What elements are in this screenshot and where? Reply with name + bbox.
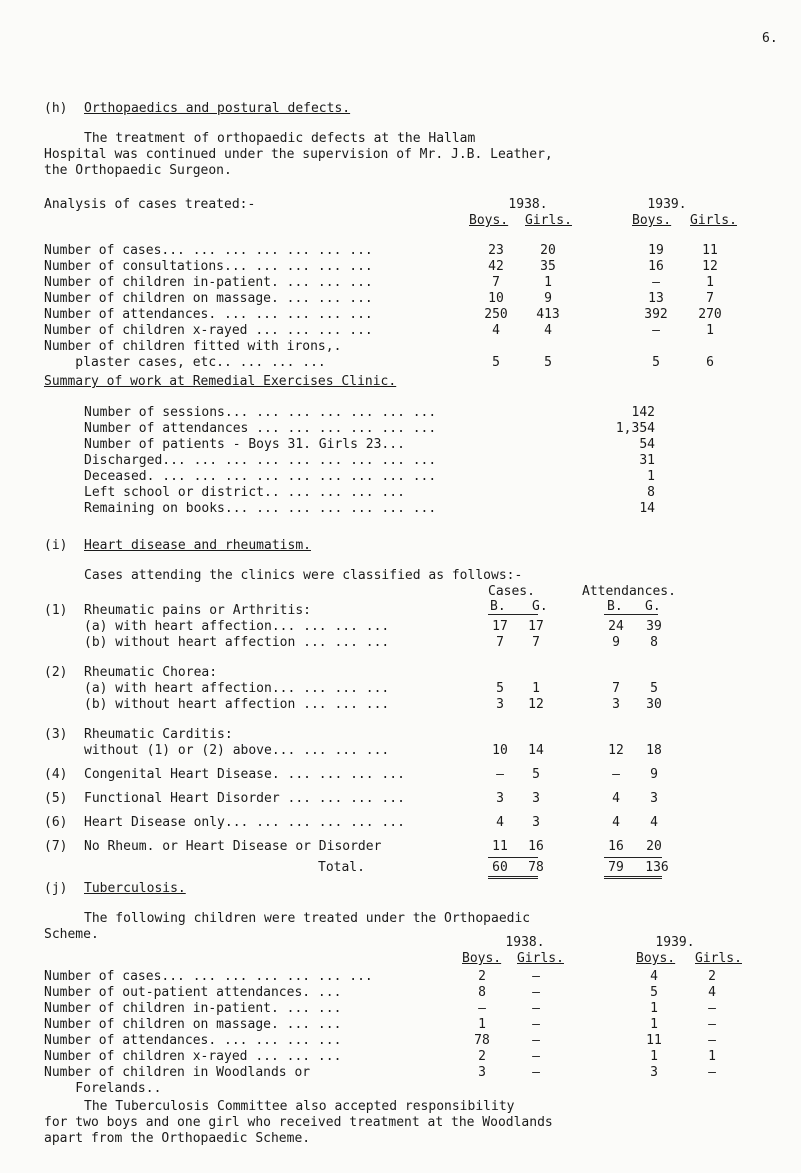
attend-b-header: B.: [607, 599, 623, 614]
tb-row-label: Number of attendances. ... ... ... ...: [44, 1033, 342, 1048]
tb-cell: –: [708, 1017, 716, 1032]
tb-cell: –: [708, 1001, 716, 1016]
cases-g-header: G.: [532, 599, 548, 614]
heart-cell: 3: [532, 791, 540, 806]
ortho-cell: 270: [698, 307, 722, 322]
total-top-rule-cases: [488, 857, 538, 858]
ortho-cell: 4: [492, 323, 500, 338]
summary-row-label: Number of patients - Boys 31. Girls 23...: [84, 437, 405, 452]
heart-item-number: (5): [44, 791, 68, 806]
section-i-heading: Heart disease and rheumatism.: [84, 538, 311, 553]
ortho-cell: 4: [544, 323, 552, 338]
summary-row-value: 14: [639, 501, 655, 516]
tb-cell: 11: [646, 1033, 662, 1048]
ortho-cell: 413: [536, 307, 560, 322]
closing-line-3: apart from the Orthopaedic Scheme.: [44, 1131, 311, 1146]
ortho-cell: 392: [644, 307, 668, 322]
boys-header-1938: Boys.: [469, 213, 509, 228]
attend-g-header: G.: [645, 599, 661, 614]
cases-header-rule: [488, 614, 538, 615]
ortho-cell: 6: [706, 355, 714, 370]
ortho-row-label: Number of children x-rayed ... ... ... ...: [44, 323, 373, 338]
tb-cell: –: [532, 1017, 540, 1032]
tb-cell: –: [532, 1049, 540, 1064]
heart-item-number: (7): [44, 839, 68, 854]
heart-cell: 5: [650, 681, 658, 696]
tb-cell: –: [532, 1001, 540, 1016]
ortho-row-label: Number of consultations... ... ... ... ...: [44, 259, 373, 274]
ortho-cell: 20: [540, 243, 556, 258]
heart-cell: 17: [492, 619, 508, 634]
tb-cell: 8: [478, 985, 486, 1000]
summary-row-value: 8: [647, 485, 655, 500]
tb-girls-1938: Girls.: [517, 951, 564, 966]
ortho-cell: 7: [706, 291, 714, 306]
ortho-row-label: Number of children fitted with irons,.: [44, 339, 342, 354]
total-bottom-rule-cases: [488, 876, 538, 879]
summary-row-value: 31: [639, 453, 655, 468]
ortho-row-label: Number of children in-patient. ... ... ...: [44, 275, 373, 290]
heart-item-label: (a) with heart affection... ... ... ...: [84, 619, 390, 634]
total-cell: 79: [608, 860, 624, 875]
heart-cell: 3: [496, 791, 504, 806]
ortho-cell: 1: [706, 323, 714, 338]
tb-row-label: Number of children on massage. ... ...: [44, 1017, 342, 1032]
heart-item-label: No Rheum. or Heart Disease or Disorder: [84, 839, 382, 854]
total-cell: 136: [645, 860, 669, 875]
summary-row-label: Number of attendances ... ... ... ... ... ...: [84, 421, 437, 436]
tb-cell: 4: [650, 969, 658, 984]
tb-intro-1: The following children were treated under the Orthopaedic: [84, 911, 531, 926]
analysis-label: Analysis of cases treated:-: [44, 197, 256, 212]
boys-header-1939: Boys.: [632, 213, 672, 228]
tb-row-label: Forelands..: [44, 1081, 162, 1096]
closing-line-2: for two boys and one girl who received treatment at the Woodlands: [44, 1115, 553, 1130]
summary-row-value: 142: [631, 405, 655, 420]
tb-cell: 5: [650, 985, 658, 1000]
ortho-cell: 9: [544, 291, 552, 306]
total-bottom-rule-attend: [604, 876, 662, 879]
tb-cell: –: [532, 969, 540, 984]
heart-cell: 3: [496, 697, 504, 712]
heart-cell: 3: [532, 815, 540, 830]
girls-header-1939: Girls.: [690, 213, 737, 228]
year-1939: 1939.: [647, 197, 687, 212]
heart-cell: 12: [528, 697, 544, 712]
ortho-cell: 23: [488, 243, 504, 258]
summary-row-label: Left school or district.. ... ... ... ...: [84, 485, 405, 500]
attend-header-rule: [604, 614, 658, 615]
ortho-cell: 250: [484, 307, 508, 322]
tb-cell: 3: [650, 1065, 658, 1080]
heart-cell: 8: [650, 635, 658, 650]
heart-item-label: Rheumatic Chorea:: [84, 665, 218, 680]
total-top-rule-attend: [604, 857, 662, 858]
ortho-cell: 7: [492, 275, 500, 290]
tb-cell: 1: [650, 1049, 658, 1064]
tb-cell: 1: [478, 1017, 486, 1032]
heart-item-label: (a) with heart affection... ... ... ...: [84, 681, 390, 696]
tb-cell: –: [708, 1033, 716, 1048]
ortho-cell: 10: [488, 291, 504, 306]
intro-line-2: Hospital was continued under the supervision of Mr. J.B. Leather,: [44, 147, 553, 162]
heart-cell: –: [496, 767, 504, 782]
heart-cell: 24: [608, 619, 624, 634]
heart-item-label: (b) without heart affection ... ... ...: [84, 635, 390, 650]
cases-b-header: B.: [490, 599, 506, 614]
heart-item-number: (3): [44, 727, 68, 742]
section-j-heading: Tuberculosis.: [84, 881, 186, 896]
cases-header: Cases.: [488, 584, 535, 599]
tb-boys-1938: Boys.: [462, 951, 502, 966]
summary-heading: Summary of work at Remedial Exercises Clinic.: [44, 374, 397, 389]
tb-row-label: Number of children in-patient. ... ...: [44, 1001, 342, 1016]
tb-year-1939: 1939.: [655, 935, 695, 950]
tb-cell: –: [532, 1065, 540, 1080]
tb-cell: –: [532, 1033, 540, 1048]
heart-cell: 16: [528, 839, 544, 854]
heart-item-label: (b) without heart affection ... ... ...: [84, 697, 390, 712]
heart-cell: 20: [646, 839, 662, 854]
heart-cell: 7: [612, 681, 620, 696]
tb-row-label: Number of children in Woodlands or: [44, 1065, 311, 1080]
heart-item-number: (6): [44, 815, 68, 830]
ortho-cell: 11: [702, 243, 718, 258]
summary-row-label: Deceased. ... ... ... ... ... ... ... ... ...: [84, 469, 437, 484]
tb-intro-2: Scheme.: [44, 927, 99, 942]
heart-cell: 11: [492, 839, 508, 854]
ortho-cell: 12: [702, 259, 718, 274]
ortho-cell: 1: [706, 275, 714, 290]
girls-header-1938: Girls.: [525, 213, 572, 228]
tb-cell: 2: [478, 969, 486, 984]
tb-row-label: Number of children x-rayed ... ... ...: [44, 1049, 342, 1064]
heart-cell: 17: [528, 619, 544, 634]
page-number: 6.: [762, 31, 778, 46]
heart-cell: 12: [608, 743, 624, 758]
heart-item-label: Rheumatic pains or Arthritis:: [84, 603, 311, 618]
heart-cell: 30: [646, 697, 662, 712]
section-h-heading: Orthopaedics and postural defects.: [84, 101, 351, 116]
heart-item-number: (2): [44, 665, 68, 680]
total-label: Total.: [318, 860, 365, 875]
total-cell: 78: [528, 860, 544, 875]
ortho-cell: 16: [648, 259, 664, 274]
heart-cell: 3: [612, 697, 620, 712]
heart-cell: 4: [650, 815, 658, 830]
ortho-cell: 1: [544, 275, 552, 290]
tb-cell: 2: [708, 969, 716, 984]
heart-cell: 5: [496, 681, 504, 696]
year-1938: 1938.: [508, 197, 548, 212]
heart-cell: 4: [612, 815, 620, 830]
ortho-cell: 19: [648, 243, 664, 258]
ortho-cell: 35: [540, 259, 556, 274]
heart-cell: 7: [532, 635, 540, 650]
heart-cell: 9: [650, 767, 658, 782]
tb-cell: –: [478, 1001, 486, 1016]
tb-cell: 78: [474, 1033, 490, 1048]
ortho-row-label: Number of children on massage. ... ... ...: [44, 291, 373, 306]
total-cell: 60: [492, 860, 508, 875]
heart-cell: 1: [532, 681, 540, 696]
summary-row-label: Discharged... ... ... ... ... ... ... ... ...: [84, 453, 437, 468]
heart-item-label: without (1) or (2) above... ... ... ...: [84, 743, 390, 758]
tb-boys-1939: Boys.: [636, 951, 676, 966]
section-i-intro: Cases attending the clinics were classified as follows:-: [84, 568, 523, 583]
summary-row-label: Number of sessions... ... ... ... ... ... ...: [84, 405, 437, 420]
tb-cell: 1: [650, 1001, 658, 1016]
heart-item-label: Heart Disease only... ... ... ... ... ...: [84, 815, 405, 830]
heart-cell: 10: [492, 743, 508, 758]
heart-cell: 3: [650, 791, 658, 806]
heart-item-number: (1): [44, 603, 68, 618]
heart-cell: 16: [608, 839, 624, 854]
summary-row-label: Remaining on books... ... ... ... ... ... ...: [84, 501, 437, 516]
heart-cell: 14: [528, 743, 544, 758]
ortho-row-label: plaster cases, etc.. ... ... ...: [44, 355, 326, 370]
ortho-cell: –: [652, 275, 660, 290]
ortho-cell: –: [652, 323, 660, 338]
summary-row-value: 1,354: [615, 421, 655, 436]
section-i-number: (i): [44, 538, 68, 553]
ortho-cell: 13: [648, 291, 664, 306]
tb-year-1938: 1938.: [505, 935, 545, 950]
heart-cell: 7: [496, 635, 504, 650]
heart-cell: 4: [612, 791, 620, 806]
attendances-header: Attendances.: [582, 584, 676, 599]
heart-cell: –: [612, 767, 620, 782]
summary-row-value: 54: [639, 437, 655, 452]
tb-cell: 1: [650, 1017, 658, 1032]
tb-cell: 4: [708, 985, 716, 1000]
heart-item-label: Rheumatic Carditis:: [84, 727, 233, 742]
tb-row-label: Number of cases... ... ... ... ... ... ...: [44, 969, 373, 984]
intro-line-3: the Orthopaedic Surgeon.: [44, 163, 232, 178]
section-h-number: (h): [44, 101, 68, 116]
heart-cell: 18: [646, 743, 662, 758]
ortho-row-label: Number of attendances. ... ... ... ... ...: [44, 307, 373, 322]
heart-item-label: Functional Heart Disorder ... ... ... ...: [84, 791, 405, 806]
tb-row-label: Number of out-patient attendances. ...: [44, 985, 342, 1000]
section-j-number: (j): [44, 881, 68, 896]
closing-line-1: The Tuberculosis Committee also accepted responsibility: [84, 1099, 515, 1114]
summary-row-value: 1: [647, 469, 655, 484]
tb-cell: 1: [708, 1049, 716, 1064]
tb-cell: 3: [478, 1065, 486, 1080]
ortho-cell: 5: [544, 355, 552, 370]
tb-girls-1939: Girls.: [695, 951, 742, 966]
heart-cell: 9: [612, 635, 620, 650]
ortho-cell: 5: [652, 355, 660, 370]
ortho-row-label: Number of cases... ... ... ... ... ... ...: [44, 243, 373, 258]
heart-item-label: Congenital Heart Disease. ... ... ... ...: [84, 767, 405, 782]
ortho-cell: 5: [492, 355, 500, 370]
tb-cell: –: [532, 985, 540, 1000]
intro-line-1: The treatment of orthopaedic defects at the Hallam: [84, 131, 476, 146]
heart-cell: 4: [496, 815, 504, 830]
heart-cell: 5: [532, 767, 540, 782]
heart-item-number: (4): [44, 767, 68, 782]
heart-cell: 39: [646, 619, 662, 634]
tb-cell: 2: [478, 1049, 486, 1064]
ortho-cell: 42: [488, 259, 504, 274]
tb-cell: –: [708, 1065, 716, 1080]
